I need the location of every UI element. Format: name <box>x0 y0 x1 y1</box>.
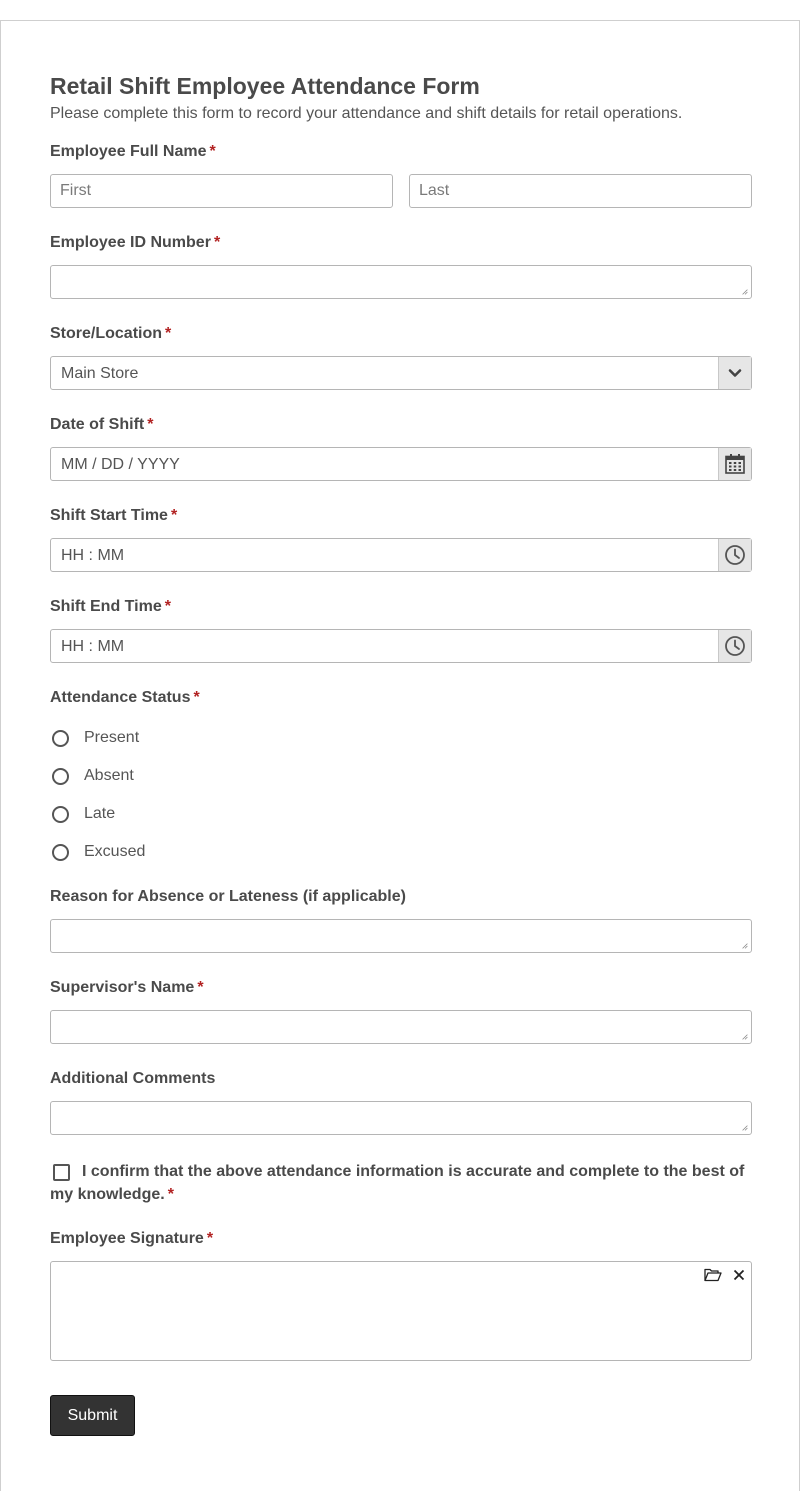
location-dropdown-button[interactable] <box>718 357 751 389</box>
clock-icon <box>724 635 746 657</box>
required-mark: * <box>193 689 200 706</box>
comments-input[interactable] <box>50 1101 752 1135</box>
date-label <box>50 416 153 434</box>
form-title: Retail Shift Employee Attendance Form <box>50 73 480 99</box>
clock-icon <box>724 544 746 566</box>
radio-button[interactable] <box>52 844 69 861</box>
employee-id-input[interactable] <box>50 265 752 299</box>
close-icon <box>733 1269 745 1281</box>
chevron-down-icon <box>727 365 743 381</box>
radio-label: Present <box>84 729 140 746</box>
required-mark: * <box>165 325 172 342</box>
comments-label: Additional Comments <box>50 1070 216 1087</box>
radio-label: Late <box>84 805 116 822</box>
employee-id-label <box>50 234 220 252</box>
confirm-text: I confirm that the above attendance information is accurate and complete to the best of my knowledge. <box>50 1163 745 1203</box>
location-selected-value: Main Store <box>61 365 139 382</box>
start-time-label-text: Shift Start Time <box>50 507 168 524</box>
full-name-label <box>50 143 216 161</box>
signature-label-text: Employee Signature <box>50 1230 204 1247</box>
date-placeholder: MM / DD / YYYY <box>61 456 180 473</box>
supervisor-input[interactable] <box>50 1010 752 1044</box>
status-label <box>50 689 200 707</box>
status-label-text: Attendance Status <box>50 689 191 706</box>
date-input[interactable] <box>50 447 752 481</box>
start-time-label <box>50 507 177 525</box>
end-time-label <box>50 598 171 616</box>
start-time-input[interactable] <box>50 538 752 572</box>
radio-button[interactable] <box>52 768 69 785</box>
first-name-input[interactable] <box>50 174 393 208</box>
reason-label: Reason for Absence or Lateness (if applicable) <box>50 888 406 905</box>
date-picker-button[interactable] <box>718 448 751 480</box>
location-select[interactable] <box>50 356 752 390</box>
resize-grip-icon[interactable] <box>741 942 749 950</box>
required-mark: * <box>167 1186 174 1203</box>
signature-pad[interactable] <box>50 1261 752 1361</box>
submit-button[interactable]: Submit <box>50 1395 135 1436</box>
end-time-label-text: Shift End Time <box>50 598 162 615</box>
radio-button[interactable] <box>52 806 69 823</box>
status-option-absent[interactable] <box>50 765 134 787</box>
required-mark: * <box>164 598 171 615</box>
resize-grip-icon[interactable] <box>741 288 749 296</box>
required-mark: * <box>147 416 154 433</box>
radio-label: Excused <box>84 843 146 860</box>
radio-button[interactable] <box>52 730 69 747</box>
date-label-text: Date of Shift <box>50 416 145 433</box>
reason-input[interactable] <box>50 919 752 953</box>
signature-label <box>50 1230 213 1248</box>
confirm-label <box>50 1160 752 1206</box>
resize-grip-icon[interactable] <box>741 1124 749 1132</box>
status-option-present[interactable] <box>50 727 139 749</box>
folder-open-icon <box>704 1268 722 1282</box>
location-label <box>50 325 171 343</box>
radio-label: Absent <box>84 767 134 784</box>
signature-upload-button[interactable] <box>703 1266 723 1284</box>
supervisor-label <box>50 979 204 997</box>
end-time-input[interactable] <box>50 629 752 663</box>
form-container <box>0 20 800 1491</box>
required-mark: * <box>206 1230 214 1247</box>
required-mark: * <box>209 143 216 160</box>
end-time-picker-button[interactable] <box>718 630 751 662</box>
start-time-placeholder: HH : MM <box>61 547 125 564</box>
end-time-placeholder: HH : MM <box>61 638 125 655</box>
signature-clear-button[interactable] <box>729 1266 749 1284</box>
full-name-label-text: Employee Full Name <box>50 143 207 160</box>
required-mark: * <box>213 234 221 251</box>
start-time-picker-button[interactable] <box>718 539 751 571</box>
employee-id-label-text: Employee ID Number <box>50 234 211 251</box>
supervisor-label-text: Supervisor's Name <box>50 979 195 996</box>
status-option-excused[interactable] <box>50 841 145 863</box>
location-label-text: Store/Location <box>50 325 163 342</box>
resize-grip-icon[interactable] <box>741 1033 749 1041</box>
required-mark: * <box>170 507 178 524</box>
calendar-icon <box>724 453 746 475</box>
required-mark: * <box>197 979 204 996</box>
last-name-input[interactable] <box>409 174 752 208</box>
status-option-late[interactable] <box>50 803 115 825</box>
form-description: Please complete this form to record your attendance and shift details for retail operations. <box>50 105 683 122</box>
